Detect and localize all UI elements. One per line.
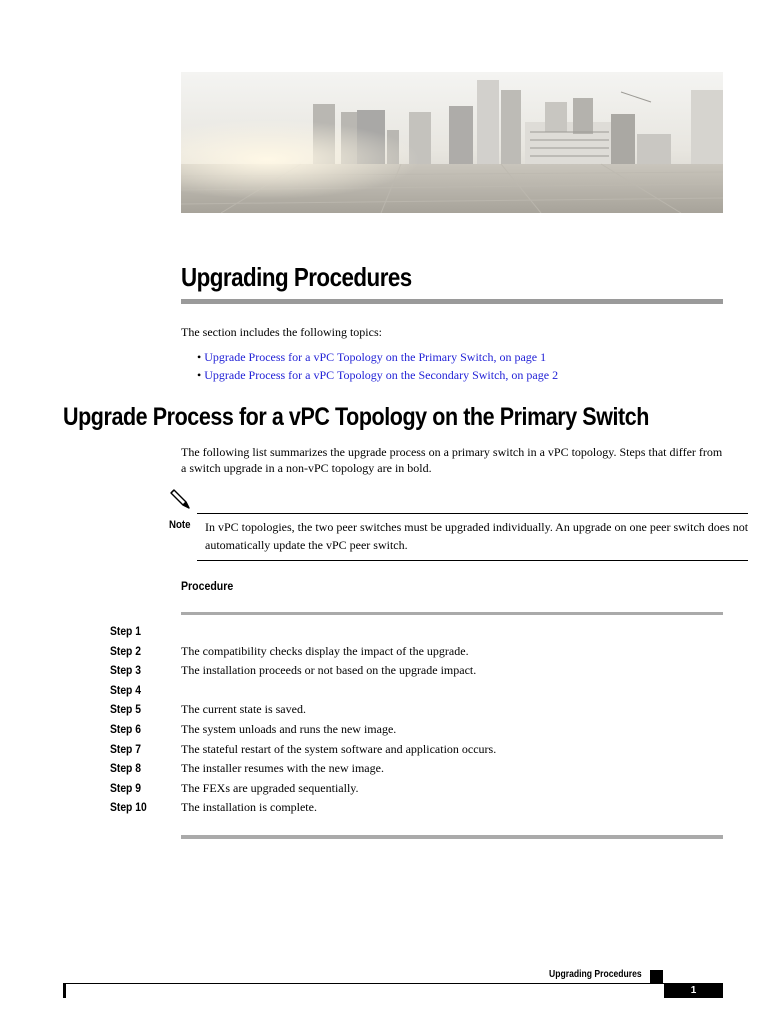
step-row [0, 800, 768, 820]
procedure-steps [0, 624, 768, 820]
bullet: • [197, 368, 202, 382]
intro-text: The section includes the following topics: [181, 325, 382, 339]
step-row [0, 702, 768, 722]
step-label: Step 8 [110, 761, 141, 776]
note-text: In vPC topologies, the two peer switches must be upgraded individually. An upgrade on one peer switch does not automatically update the vPC peer switch. [205, 520, 749, 552]
step-label: Step 2 [110, 643, 141, 658]
step-row [0, 781, 768, 801]
step-text: The current state is saved. [181, 702, 306, 717]
step-text: The installation is complete. [181, 800, 317, 815]
step-row [0, 722, 768, 742]
step-label: Step 1 [110, 624, 141, 638]
section-heading: Upgrade Process for a vPC Topology on the Primary Switch [63, 403, 650, 431]
step-label: Step 3 [110, 663, 141, 678]
page-title: Upgrading Procedures [181, 262, 412, 292]
step-row [0, 644, 768, 664]
step-text: The compatibility checks display the impact of the upgrade. [181, 643, 469, 658]
footer-rule [63, 983, 723, 984]
step-label: Step 4 [110, 682, 141, 697]
procedure-top-rule [181, 612, 723, 615]
footer-title: Upgrading Procedures [549, 969, 642, 980]
topic-item [197, 348, 558, 366]
topic-link-secondary-switch[interactable]: Upgrade Process for a vPC Topology on the Secondary Switch, on page 2 [204, 368, 559, 382]
step-text: The installer resumes with the new image. [181, 761, 384, 776]
topic-list [197, 348, 558, 384]
step-label: Step 7 [110, 741, 141, 756]
title-divider [181, 299, 723, 304]
footer-marker [650, 970, 663, 983]
topic-link-primary-switch[interactable]: Upgrade Process for a vPC Topology on the Primary Switch, on page 1 [204, 350, 547, 364]
step-row [0, 624, 768, 644]
note-bottom-rule [197, 560, 748, 561]
topic-item [197, 366, 558, 384]
step-row [0, 742, 768, 762]
step-text: The installation proceeds or not based on the upgrade impact. [181, 663, 477, 678]
footer-tick [63, 983, 66, 998]
step-row [0, 761, 768, 781]
step-label: Step 9 [110, 780, 141, 795]
section-summary: The following list summarizes the upgrade process on a primary switch in a vPC topology. Steps that differ from a switch upgrade in a non-vPC topology are in bold. [181, 445, 723, 475]
step-row [0, 663, 768, 683]
note-top-rule [197, 513, 748, 514]
pencil-icon [170, 486, 192, 510]
step-label: Step 10 [110, 800, 147, 815]
step-label: Step 5 [110, 702, 141, 717]
step-text: The FEXs are upgraded sequentially. [181, 780, 359, 795]
note-label: Note [169, 519, 191, 531]
bullet: • [197, 350, 202, 364]
procedure-bottom-rule [181, 835, 723, 839]
step-text: The system unloads and runs the new image. [181, 721, 397, 736]
procedure-heading: Procedure [181, 579, 234, 593]
step-text: The stateful restart of the system software and application occurs. [181, 741, 497, 756]
step-label: Step 6 [110, 721, 141, 736]
page-number: 1 [664, 984, 723, 998]
step-row [0, 683, 768, 703]
header-banner-image [181, 72, 723, 213]
